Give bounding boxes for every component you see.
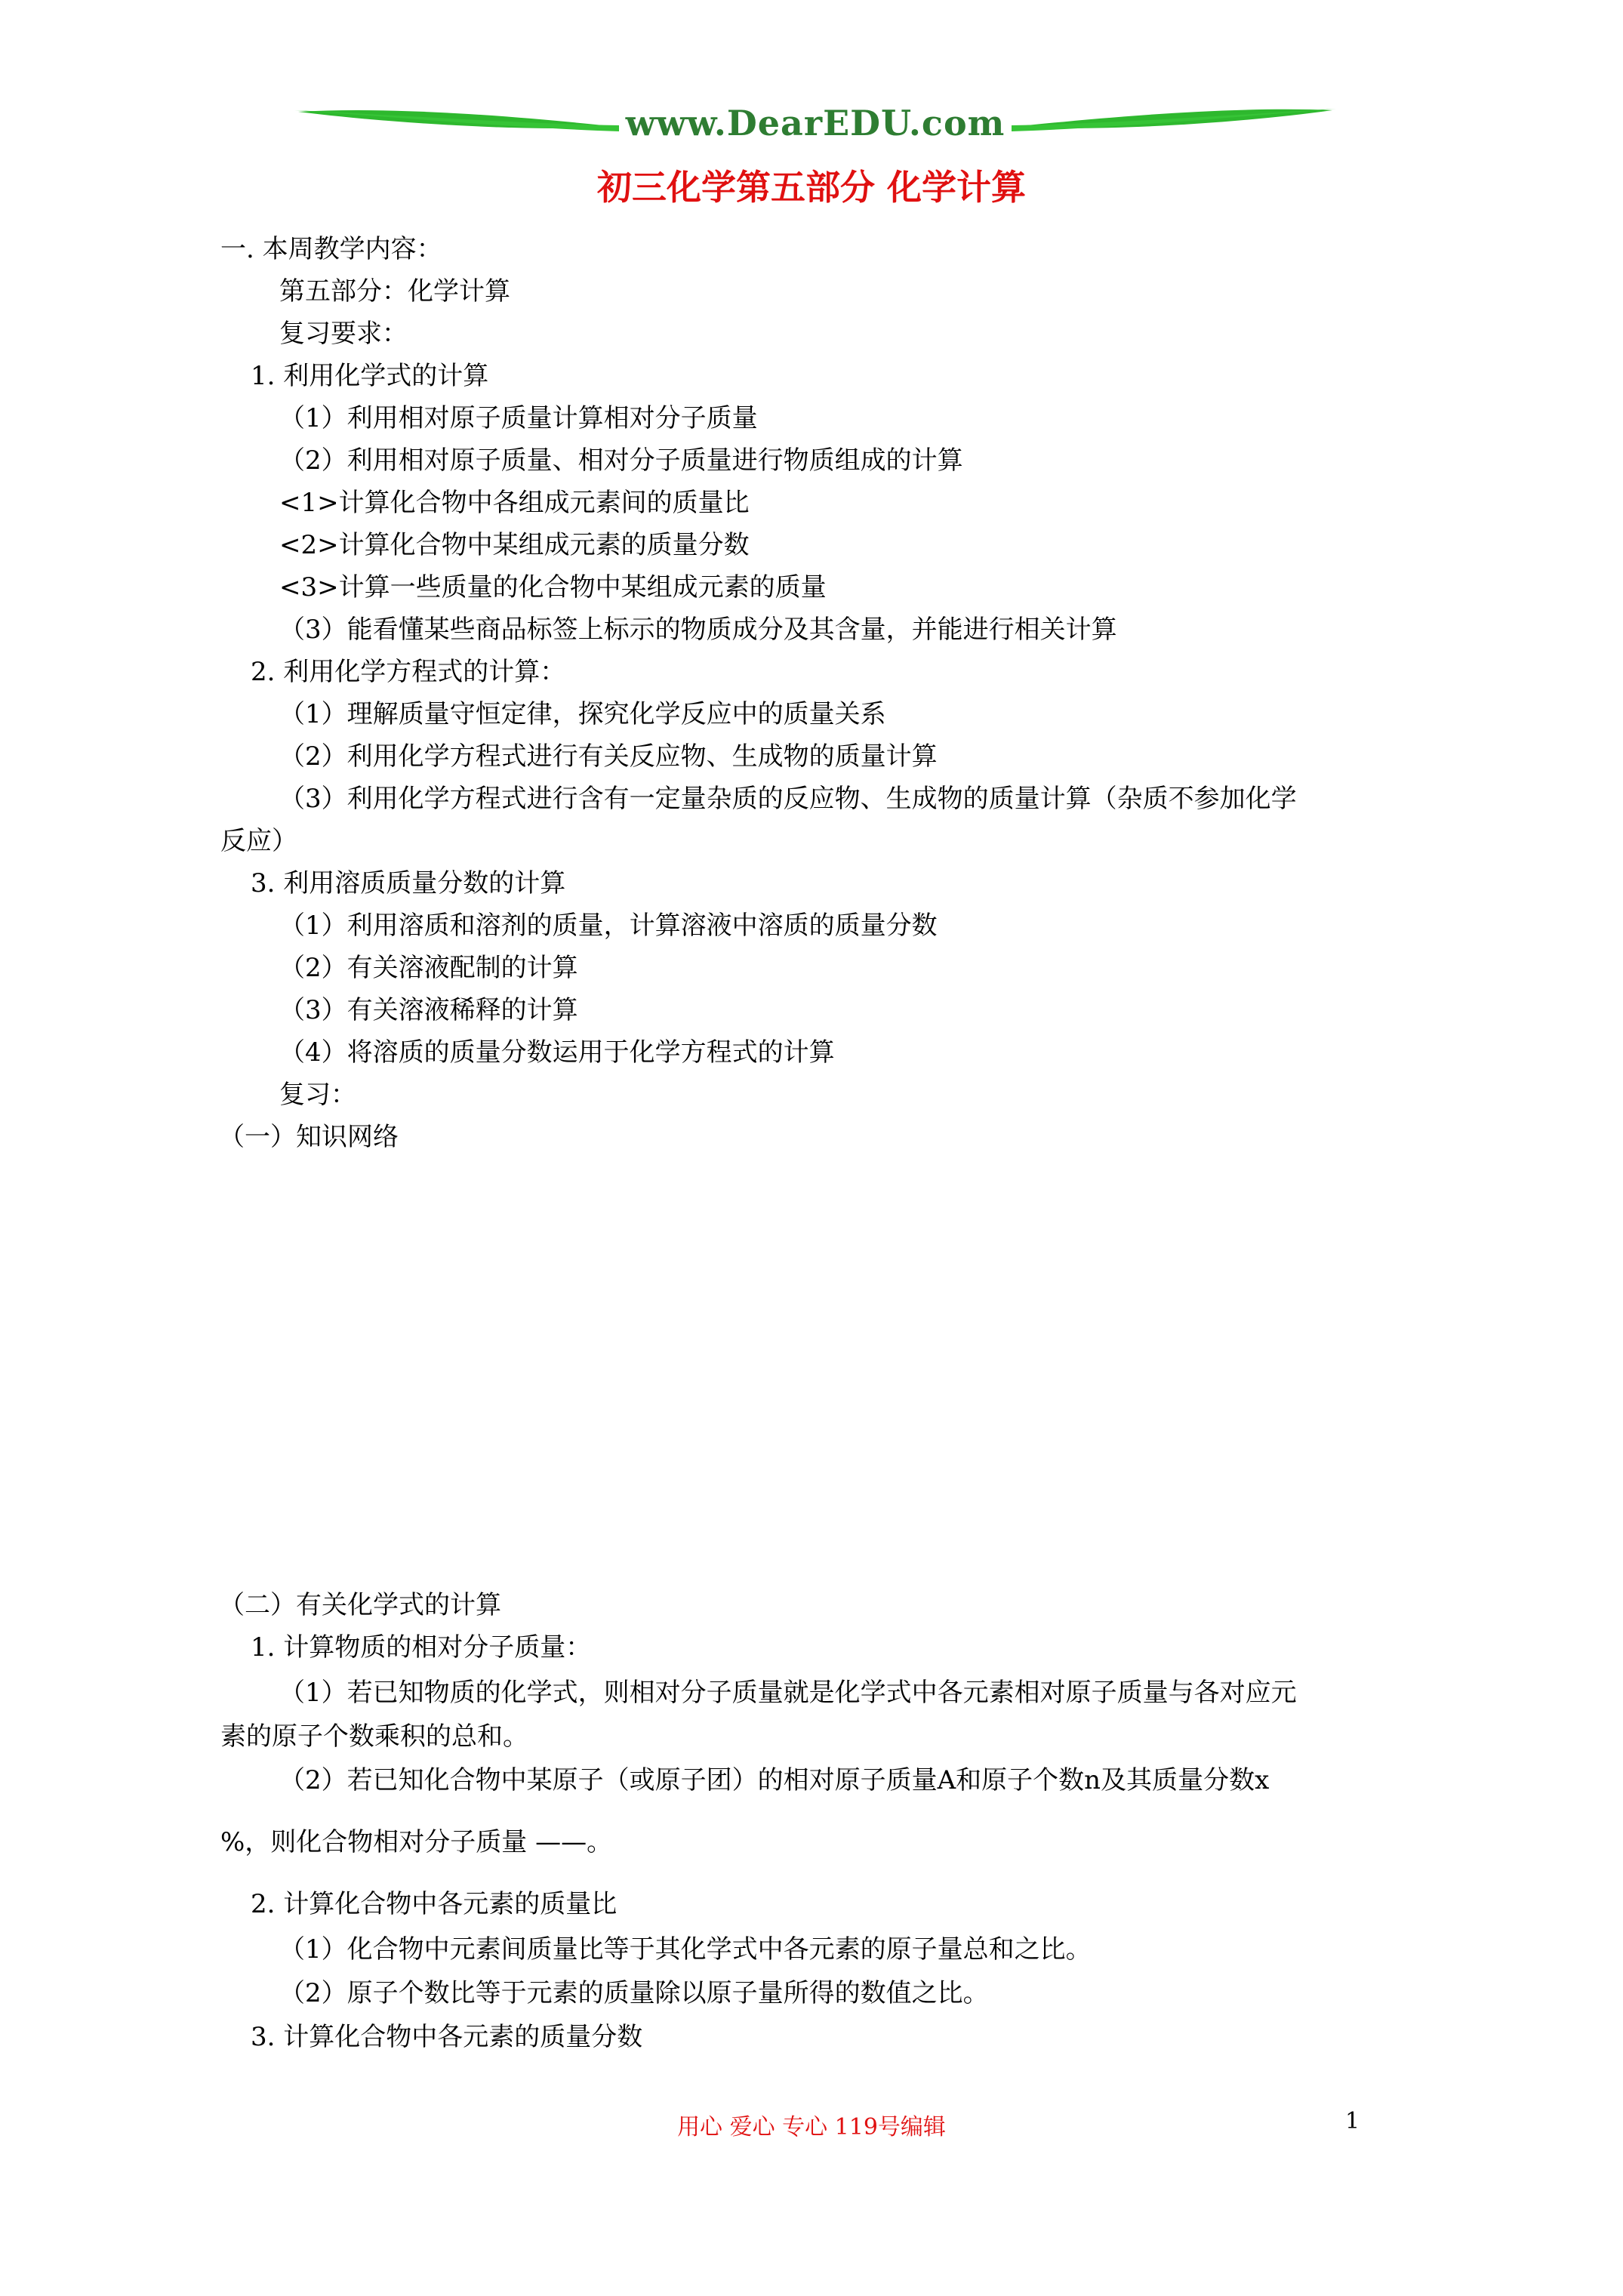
list-item: （4）将溶质的质量分数运用于化学方程式的计算 [279, 1037, 835, 1068]
text-line: 复习要求： [279, 319, 408, 349]
list-item: （2）原子个数比等于元素的质量除以原子量所得的数值之比。 [279, 1978, 989, 2008]
list-item: （1）利用溶质和溶剂的质量，计算溶液中溶质的质量分数 [279, 911, 938, 941]
text-line: 复习： [279, 1080, 356, 1110]
list-item: 2. 利用化学方程式的计算： [251, 657, 566, 687]
list-item: （1）若已知物质的化学式，则相对分子质量就是化学式中各元素相对原子质量与各对应元 [279, 1678, 1297, 1708]
text-line: 第五部分：化学计算 [279, 276, 510, 307]
list-item: （3）有关溶液稀释的计算 [279, 995, 578, 1025]
text-line: %，则化合物相对分子质量 ——。 [220, 1827, 613, 1857]
text-line: 素的原子个数乘积的总和。 [220, 1721, 528, 1752]
header-banner [294, 98, 1336, 151]
list-item: （2）若已知化合物中某原子（或原子团）的相对原子质量A和原子个数n及其质量分数x [279, 1765, 1270, 1795]
site-name[interactable]: www.DearEDU.com [625, 103, 1006, 143]
list-item: （2）有关溶液配制的计算 [279, 953, 578, 983]
list-item: <2>计算化合物中某组成元素的质量分数 [279, 530, 750, 560]
list-item: （1）利用相对原子质量计算相对分子质量 [279, 403, 758, 433]
list-item: 1. 利用化学式的计算 [251, 361, 489, 391]
list-item: 3. 计算化合物中各元素的质量分数 [251, 2022, 643, 2052]
list-item: （2）利用化学方程式进行有关反应物、生成物的质量计算 [279, 741, 938, 772]
list-item: （2）利用相对原子质量、相对分子质量进行物质组成的计算 [279, 445, 963, 476]
section-heading: （一）知识网络 [219, 1122, 399, 1152]
text-line: 反应） [220, 826, 297, 856]
list-item: <3>计算一些质量的化合物中某组成元素的质量 [279, 572, 827, 603]
list-item: （1）理解质量守恒定律，探究化学反应中的质量关系 [279, 699, 886, 729]
list-item: （3）利用化学方程式进行含有一定量杂质的反应物、生成物的质量计算（杂质不参加化学 [279, 784, 1297, 814]
document-title: 初三化学第五部分 化学计算 [596, 167, 1026, 208]
list-item: 3. 利用溶质质量分数的计算 [251, 868, 566, 898]
page-number: 1 [1345, 2108, 1360, 2134]
list-item: （3）能看懂某些商品标签上标示的物质成分及其含量，并能进行相关计算 [279, 615, 1117, 645]
list-item: （1）化合物中元素间质量比等于其化学式中各元素的原子量总和之比。 [279, 1934, 1092, 1965]
section-heading: （二）有关化学式的计算 [219, 1590, 501, 1620]
list-item: 2. 计算化合物中各元素的质量比 [251, 1889, 617, 1919]
section-heading: 一. 本周教学内容： [220, 234, 442, 264]
list-item: <1>计算化合物中各组成元素间的质量比 [279, 488, 750, 518]
list-item: 1. 计算物质的相对分子质量： [251, 1632, 592, 1663]
footer-text: 用心 爱心 专心 119号编辑 [677, 2114, 946, 2140]
